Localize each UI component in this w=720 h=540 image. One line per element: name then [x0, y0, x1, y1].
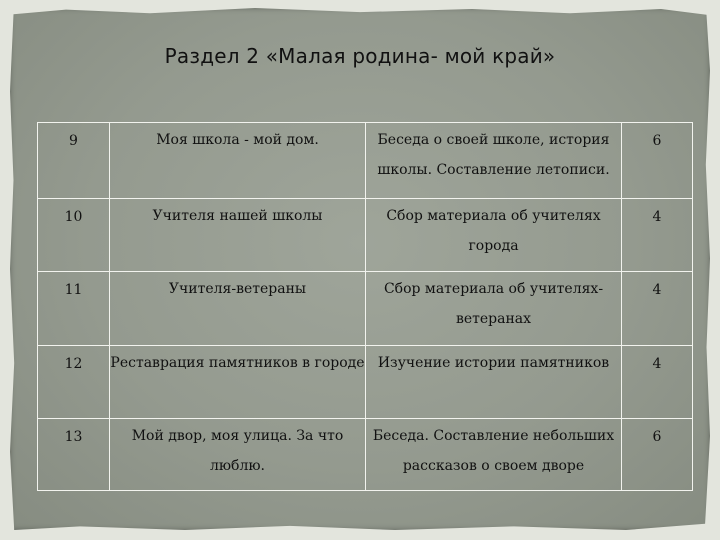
row-activity	[366, 123, 622, 199]
slide-title: Раздел 2 «Малая родина- мой край»	[164, 44, 556, 68]
activity-line: Сбор материала об учителях-	[383, 281, 604, 297]
row-activity	[366, 199, 622, 272]
topic-line: Моя школа - мой дом.	[156, 132, 319, 148]
activity-line: города	[468, 238, 519, 254]
row-number: 13	[38, 419, 110, 491]
topic-line: Учителя нашей школы	[152, 208, 323, 224]
row-topic	[110, 123, 366, 199]
row-number: 10	[38, 199, 110, 272]
row-topic	[110, 346, 366, 419]
topic-line: Реставрация памятников в городе	[110, 355, 365, 371]
topic-line: люблю.	[209, 458, 266, 474]
activity-line: рассказов о своем дворе	[402, 458, 585, 474]
row-hours: 4	[622, 272, 693, 346]
activity-line: Беседа о своей школе, история	[377, 132, 610, 148]
row-hours: 4	[622, 346, 693, 419]
row-topic	[110, 199, 366, 272]
activity-line: Сбор материала об учителях	[386, 208, 601, 224]
row-number: 12	[38, 346, 110, 419]
table-row	[38, 272, 693, 346]
topic-line: Учителя-ветераны	[168, 281, 307, 297]
row-hours: 6	[622, 123, 693, 199]
activity-line: Изучение истории памятников	[377, 355, 610, 371]
row-hours: 6	[622, 419, 693, 491]
topic-line: Мой двор, моя улица. За что	[131, 428, 344, 444]
lesson-plan-table	[37, 122, 693, 491]
activity-line: Беседа. Составление небольших	[372, 428, 615, 444]
activity-line: школы. Составление летописи.	[377, 162, 610, 178]
row-activity	[366, 419, 622, 491]
row-hours: 4	[622, 199, 693, 272]
table-row	[38, 419, 693, 491]
table-row	[38, 346, 693, 419]
row-activity	[366, 272, 622, 346]
row-topic	[110, 419, 366, 491]
row-number: 11	[38, 272, 110, 346]
row-topic	[110, 272, 366, 346]
table-row	[38, 123, 693, 199]
row-number: 9	[38, 123, 110, 199]
activity-line: ветеранах	[455, 311, 532, 327]
table-row	[38, 199, 693, 272]
row-activity	[366, 346, 622, 419]
